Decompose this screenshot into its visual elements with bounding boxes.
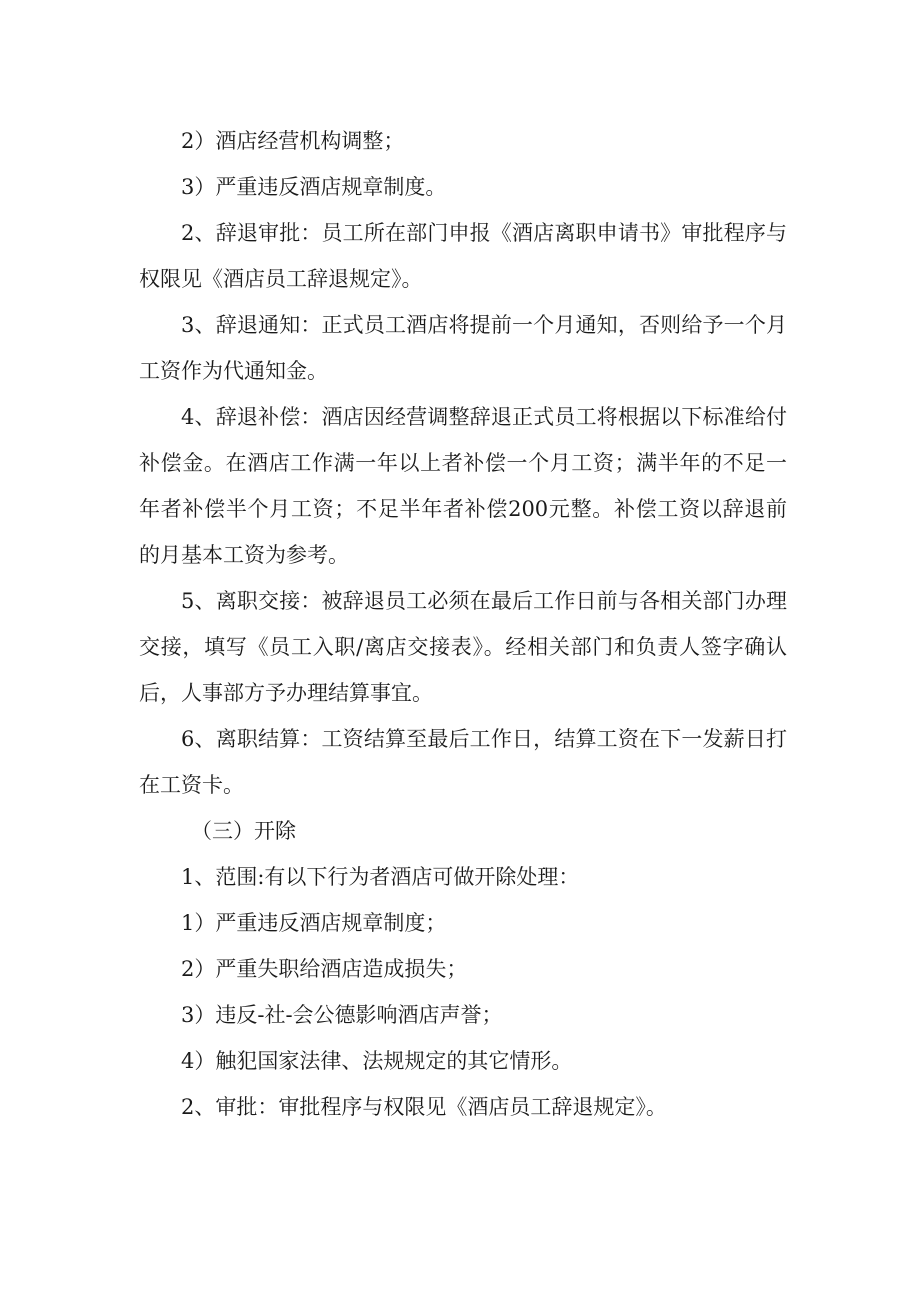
- list-item: 3）严重违反酒店规章制度。: [181, 175, 447, 199]
- paragraph: 2、审批：审批程序与权限见《酒店员工辞退规定》。: [181, 1095, 667, 1119]
- list-item: 2）严重失职给酒店造成损失；: [181, 957, 468, 981]
- list-item: 4）触犯国家法律、法规规定的其它情形。: [181, 1049, 573, 1073]
- document-body: [139, 118, 787, 1130]
- list-item: 3）违反-社-会公德影响酒店声誉；: [181, 1003, 503, 1027]
- section-heading: （三）开除: [191, 819, 296, 843]
- paragraph: 2、辞退审批：员工所在部门申报《酒店离职申请书》审批程序与权限见《酒店员工辞退规定》。: [139, 221, 787, 291]
- paragraph: 6、离职结算：工资结算至最后工作日，结算工资在下一发薪日打在工资卡。: [139, 727, 787, 797]
- list-item: 2）酒店经营机构调整；: [181, 129, 405, 153]
- paragraph: 4、辞退补偿：酒店因经营调整辞退正式员工将根据以下标准给付补偿金。在酒店工作满一年以上者补偿一个月工资；满半年的不足一年者补偿半个月工资；不足半年者补偿200元整。补偿工资以辞退前的月基本工资为参考。: [139, 405, 787, 567]
- list-item: 1）严重违反酒店规章制度；: [181, 911, 447, 935]
- paragraph: 1、范围:有以下行为者酒店可做开除处理：: [181, 865, 580, 889]
- paragraph: 5、离职交接：被辞退员工必须在最后工作日前与各相关部门办理交接，填写《员工入职/离店交接表》。经相关部门和负责人签字确认后，人事部方予办理结算事宜。: [139, 589, 787, 705]
- paragraph: 3、辞退通知：正式员工酒店将提前一个月通知，否则给予一个月工资作为代通知金。: [139, 313, 787, 383]
